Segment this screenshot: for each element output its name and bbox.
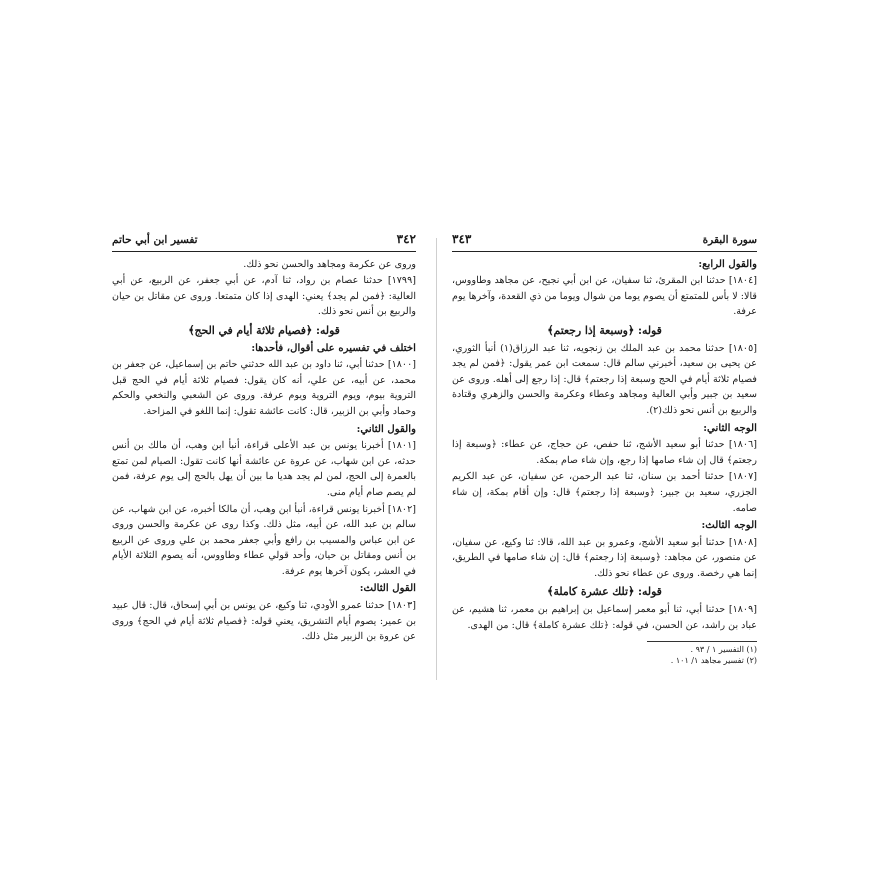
- section-subheading: الوجه الثالث:: [701, 519, 757, 532]
- right-page: [452, 232, 757, 680]
- footnote: (٢) تفسير مجاهد ١/ ١٠١ .: [670, 656, 757, 666]
- text-paragraph: [١٧٩٩] حدثنا عصام بن رواد، ثنا آدم، عن أبي جعفر، عن الربيع، عن أبي العالية: ﴿فمن لم يجد﴾ يعني: الهدى إذا كان متمتعا. وروى عن مقاتل بن حيان والربيع بن أنس نحو ذلك.: [112, 275, 416, 318]
- section-heading: قوله: ﴿وسبعة إذا رجعتم﴾: [547, 323, 662, 337]
- book-spine-divider: [436, 238, 437, 680]
- left-page: [112, 232, 416, 680]
- text-paragraph: [١٨٠٢] أخبرنا يونس قراءة، أنبأ ابن وهب، أن مالكا أخبره، عن ابن شهاب، عن سالم بن عبد الله، عن أبيه، مثل ذلك. وكذا روى عن عكرمة والحسن وروى عن ابن عباس والمسيب بن رافع وأبي جعفر محمد بن علي وروى عن الربيع بن أنس ومقاتل بن حيان، وأحد قولي عطاء وطاووس، أنه يصوم الثلاثة الأيام في العشر، يكون آخرها يوم عرفة.: [112, 503, 416, 577]
- section-subheading: والقول الثاني:: [356, 422, 416, 435]
- footnote: (١) التفسير ١ / ٩٣ .: [690, 645, 757, 655]
- text-paragraph: [١٨٠٥] حدثنا محمد بن عبد الملك بن زنجويه، ثنا عبد الرزاق(١) أنبأ الثوري، عن يحيى بن سعيد، أخبرني سالم قال: سمعت ابن عمر يقول: ﴿فمن لم يجد فصيام ثلاثة أيام في الحج وسبعة إذا رجعتم﴾ قال: إذا رجع إلى أهله. وروى عن سعيد بن جبير وأبي العالية ومجاهد وعطاء وعكرمة والحسن والزهري وقتادة والربيع بن أنس نحو ذلك(٢).: [452, 342, 757, 416]
- section-subheading: الوجه الثاني:: [703, 421, 757, 434]
- text-paragraph: وروى عن عكرمة ومجاهد والحسن نحو ذلك.: [243, 258, 416, 270]
- text-paragraph: [١٨٠٠] حدثنا أبي، ثنا داود بن عبد الله حدثني حاتم بن إسماعيل، عن جعفر بن محمد، عن أبيه، عن علي، أنه كان يقول: فصيام ثلاثة أيام في الحج قبل التروية بيوم، ويوم التروية ويوم عرفة. وروى عن الشعبي والنخعي والحكم وحماد وأبي بن الزبير، قال: كانت عائشة تقول: إنما اللغو في المزاحة.: [112, 359, 416, 417]
- section-heading: قوله: ﴿تلك عشرة كاملة﴾: [547, 585, 662, 599]
- text-paragraph: [١٨٠٨] حدثنا أبو سعيد الأشج، وعمرو بن عبد الله، قالا: ثنا وكيع، عن سفيان، عن منصور، عن مجاهد: ﴿وسبعة إذا رجعتم﴾ قال: إن شاء صامها في الطريق، إنما هي رخصة. وروى عن عطاء نحو ذلك.: [452, 536, 757, 579]
- text-paragraph: [١٨٠٤] حدثنا ابن المقرئ، ثنا سفيان، عن ابن أبي نجيح، عن مجاهد وطاووس، قالا: لا بأس للمتمتع أن يصوم يوما من شوال ويوما من ذي القعدة، وآخرها يوم عرفة.: [452, 275, 757, 318]
- section-subheading: القول الثالث:: [359, 582, 416, 595]
- section-heading: قوله: ﴿فصيام ثلاثة أيام في الحج﴾: [188, 323, 340, 337]
- text-paragraph: [١٨٠١] أخبرنا يونس بن عبد الأعلى قراءة، أنبأ ابن وهب، أن مالك بن أنس حدثه، عن ابن شهاب، عن عروة عن عائشة أنها كانت تقول: الصيام لمن تمتع بالعمرة إلى الحج، لمن لم يجد هديا ما بين أن يهل بالحج إلى يوم عرفة، فمن لم يصم صام أيام منى.: [112, 440, 416, 498]
- footnote-rule: [647, 641, 757, 642]
- right-page-running-title: سورة البقرة: [702, 234, 757, 246]
- text-paragraph: [١٨٠٩] حدثنا أبي، ثنا أبو معمر إسماعيل بن إبراهيم بن معمر، ثنا هشيم، عن عباد بن راشد، عن الحسن، في قوله: ﴿تلك عشرة كاملة﴾ قال: من الهدى.: [452, 604, 757, 631]
- text-paragraph: [١٨٠٧] حدثنا أحمد بن سنان، ثنا عبد الرحمن، عن سفيان، عن عبد الكريم الجزري، سعيد بن جبير: ﴿وسبعة إذا رجعتم﴾ قال: وإن أقام بمكة، إن شاء صامه.: [452, 471, 757, 514]
- left-page-number: ٣٤٢: [396, 232, 416, 246]
- left-page-body: [112, 257, 416, 645]
- text-paragraph: [١٨٠٣] حدثنا عمرو الأودي، ثنا وكيع، عن يونس بن أبي إسحاق، قال: قال عبيد بن عمير: يصوم أيام التشريق، يعني قوله: ﴿فصيام ثلاثة أيام في الحج﴾ وروى عن عروة بن الزبير مثل ذلك.: [112, 600, 416, 643]
- section-subheading: والقول الرابع:: [698, 257, 757, 270]
- text-paragraph: [١٨٠٦] حدثنا أبو سعيد الأشج، ثنا حفص، عن حجاج، عن عطاء: ﴿وسبعة إذا رجعتم﴾ قال إن شاء صامها إذا رجع، وإن شاء صام بمكة.: [452, 439, 757, 466]
- left-page-header: [112, 232, 416, 252]
- right-page-number: ٣٤٣: [452, 232, 472, 246]
- right-page-header: [452, 232, 757, 252]
- left-page-running-title: تفسير ابن أبي حاتم: [112, 234, 198, 246]
- section-subheading: اختلف في تفسيره على أقوال، فأحدها:: [251, 341, 416, 354]
- right-page-body: [452, 257, 757, 634]
